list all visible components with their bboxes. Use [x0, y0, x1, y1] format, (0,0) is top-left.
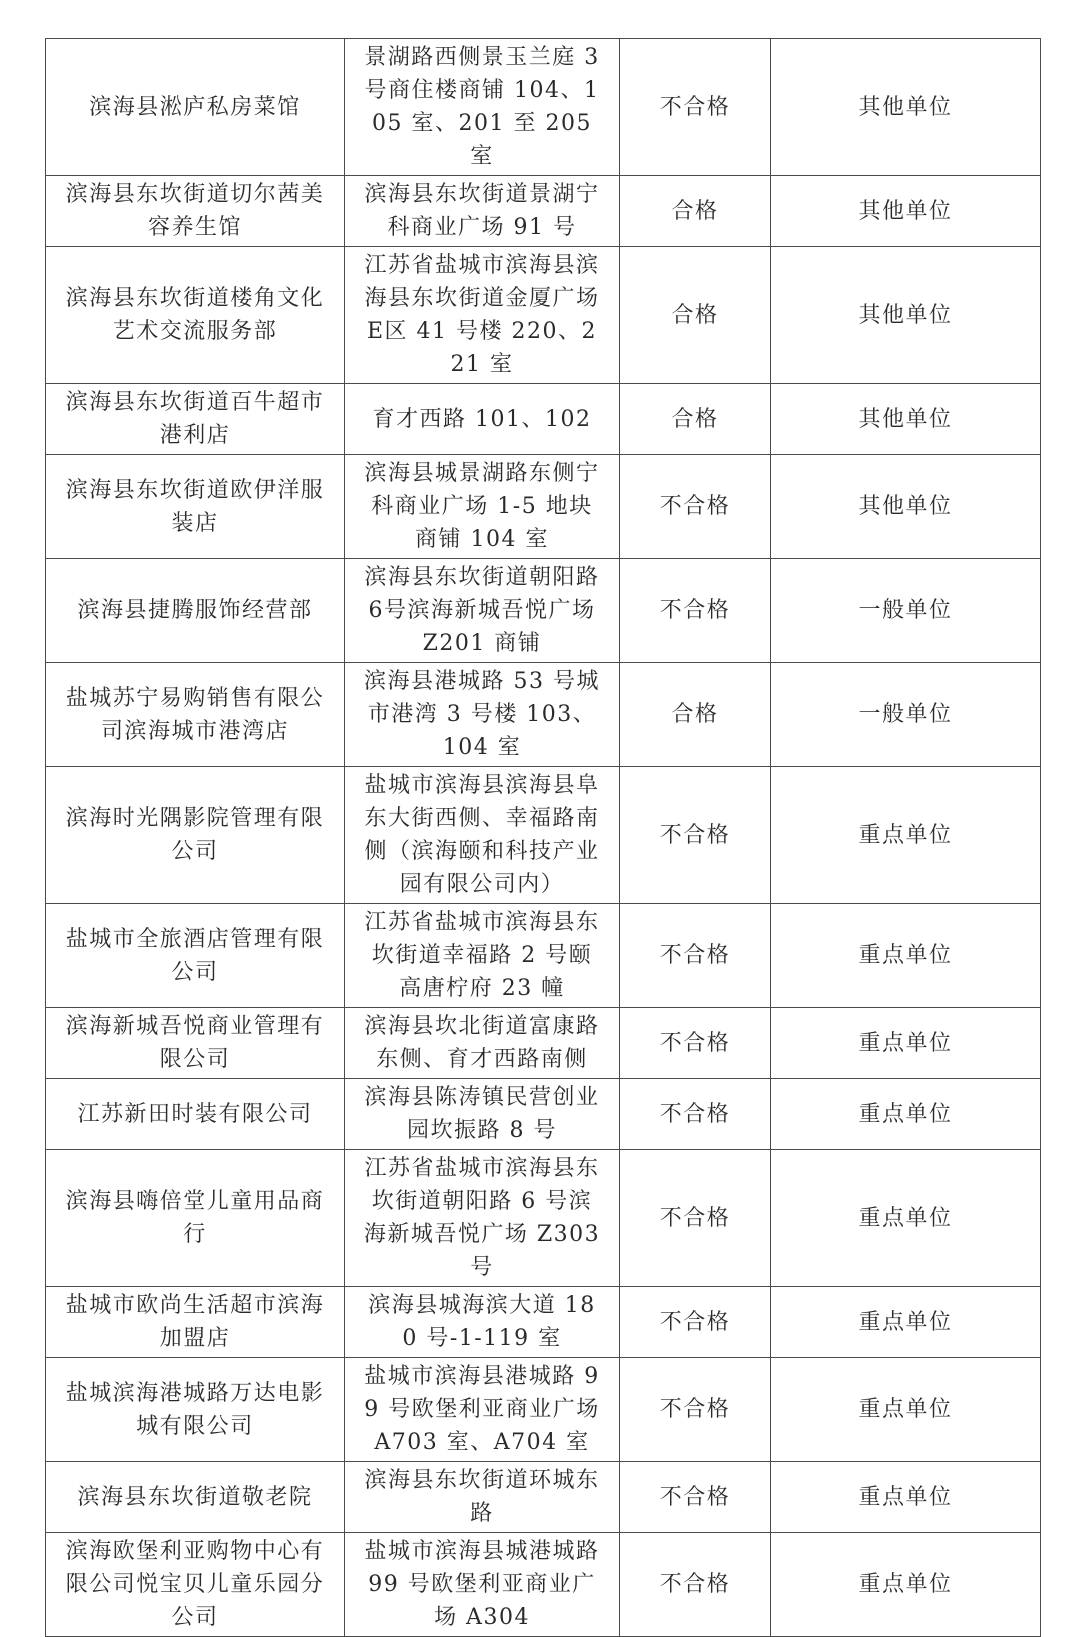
result-cell: 合格: [620, 247, 771, 384]
unit-name-cell: 盐城苏宁易购销售有限公司滨海城市港湾店: [46, 663, 345, 767]
result-cell: 不合格: [620, 559, 771, 663]
address-cell: 盐城市滨海县滨海县阜东大街西侧、幸福路南侧（滨海颐和科技产业园有限公司内）: [345, 767, 620, 904]
unit-type-cell: 一般单位: [771, 559, 1041, 663]
unit-type-cell: 其他单位: [771, 384, 1041, 455]
unit-name-cell: 滨海县嗨倍堂儿童用品商行: [46, 1150, 345, 1287]
result-cell: 不合格: [620, 1150, 771, 1287]
unit-type-cell: 重点单位: [771, 1358, 1041, 1462]
table-row: [46, 1150, 1041, 1287]
unit-name-cell: 滨海县东坎街道楼角文化艺术交流服务部: [46, 247, 345, 384]
table-row: [46, 559, 1041, 663]
unit-type-cell: 其他单位: [771, 39, 1041, 176]
unit-name-cell: 滨海欧堡利亚购物中心有限公司悦宝贝儿童乐园分公司: [46, 1533, 345, 1637]
address-cell: 盐城市滨海县港城路 99 号欧堡利亚商业广场A703 室、A704 室: [345, 1358, 620, 1462]
unit-type-cell: 重点单位: [771, 1150, 1041, 1287]
unit-name-cell: 滨海县东坎街道欧伊洋服装店: [46, 455, 345, 559]
address-cell: 滨海县东坎街道景湖宁科商业广场 91 号: [345, 176, 620, 247]
unit-type-cell: 其他单位: [771, 176, 1041, 247]
unit-type-cell: 重点单位: [771, 904, 1041, 1008]
result-cell: 不合格: [620, 1079, 771, 1150]
address-cell: 滨海县东坎街道朝阳路6号滨海新城吾悦广场Z201 商铺: [345, 559, 620, 663]
result-cell: 不合格: [620, 1287, 771, 1358]
unit-name-cell: 滨海时光隅影院管理有限公司: [46, 767, 345, 904]
unit-name-cell: 盐城市全旅酒店管理有限公司: [46, 904, 345, 1008]
address-cell: 江苏省盐城市滨海县滨海县东坎街道金厦广场E区 41 号楼 220、221 室: [345, 247, 620, 384]
result-cell: 不合格: [620, 455, 771, 559]
result-cell: 合格: [620, 663, 771, 767]
table-row: [46, 1462, 1041, 1533]
table-row: [46, 1008, 1041, 1079]
result-cell: 不合格: [620, 1533, 771, 1637]
result-cell: 不合格: [620, 1008, 771, 1079]
table-row: [46, 904, 1041, 1008]
table-row: [46, 1533, 1041, 1637]
unit-type-cell: 重点单位: [771, 1287, 1041, 1358]
unit-type-cell: 重点单位: [771, 1008, 1041, 1079]
unit-type-cell: 重点单位: [771, 767, 1041, 904]
table-row: [46, 1079, 1041, 1150]
result-cell: 不合格: [620, 1462, 771, 1533]
address-cell: 滨海县坎北街道富康路东侧、育才西路南侧: [345, 1008, 620, 1079]
address-cell: 江苏省盐城市滨海县东坎街道幸福路 2 号颐高唐柠府 23 幢: [345, 904, 620, 1008]
result-cell: 不合格: [620, 904, 771, 1008]
result-cell: 合格: [620, 384, 771, 455]
result-cell: 不合格: [620, 767, 771, 904]
address-cell: 滨海县陈涛镇民营创业园坎振路 8 号: [345, 1079, 620, 1150]
table-row: [46, 663, 1041, 767]
table-row: [46, 1358, 1041, 1462]
unit-type-cell: 重点单位: [771, 1462, 1041, 1533]
table-row: [46, 39, 1041, 176]
result-cell: 不合格: [620, 39, 771, 176]
unit-name-cell: 滨海新城吾悦商业管理有限公司: [46, 1008, 345, 1079]
address-cell: 景湖路西侧景玉兰庭 3 号商住楼商铺 104、105 室、201 至 205 室: [345, 39, 620, 176]
unit-name-cell: 滨海县东坎街道百牛超市港利店: [46, 384, 345, 455]
table-row: [46, 247, 1041, 384]
table-row: [46, 176, 1041, 247]
unit-name-cell: 滨海县东坎街道敬老院: [46, 1462, 345, 1533]
address-cell: 滨海县东坎街道环城东路: [345, 1462, 620, 1533]
unit-type-cell: 其他单位: [771, 455, 1041, 559]
table-row: [46, 1287, 1041, 1358]
inspection-table-page: [45, 38, 1040, 1637]
unit-name-cell: 滨海县东坎街道切尔茜美容养生馆: [46, 176, 345, 247]
unit-name-cell: 滨海县淞庐私房菜馆: [46, 39, 345, 176]
unit-name-cell: 滨海县捷腾服饰经营部: [46, 559, 345, 663]
unit-name-cell: 盐城市欧尚生活超市滨海加盟店: [46, 1287, 345, 1358]
address-cell: 滨海县港城路 53 号城市港湾 3 号楼 103、104 室: [345, 663, 620, 767]
inspection-results-table: [45, 38, 1041, 1637]
address-cell: 滨海县城海滨大道 180 号-1-119 室: [345, 1287, 620, 1358]
unit-name-cell: 盐城滨海港城路万达电影城有限公司: [46, 1358, 345, 1462]
unit-type-cell: 重点单位: [771, 1533, 1041, 1637]
unit-name-cell: 江苏新田时装有限公司: [46, 1079, 345, 1150]
unit-type-cell: 其他单位: [771, 247, 1041, 384]
address-cell: 滨海县城景湖路东侧宁科商业广场 1-5 地块商铺 104 室: [345, 455, 620, 559]
address-cell: 江苏省盐城市滨海县东坎街道朝阳路 6 号滨海新城吾悦广场 Z303 号: [345, 1150, 620, 1287]
address-cell: 盐城市滨海县城港城路 99 号欧堡利亚商业广场 A304: [345, 1533, 620, 1637]
table-row: [46, 384, 1041, 455]
unit-type-cell: 重点单位: [771, 1079, 1041, 1150]
table-row: [46, 767, 1041, 904]
result-cell: 合格: [620, 176, 771, 247]
result-cell: 不合格: [620, 1358, 771, 1462]
table-row: [46, 455, 1041, 559]
address-cell: 育才西路 101、102: [345, 384, 620, 455]
unit-type-cell: 一般单位: [771, 663, 1041, 767]
